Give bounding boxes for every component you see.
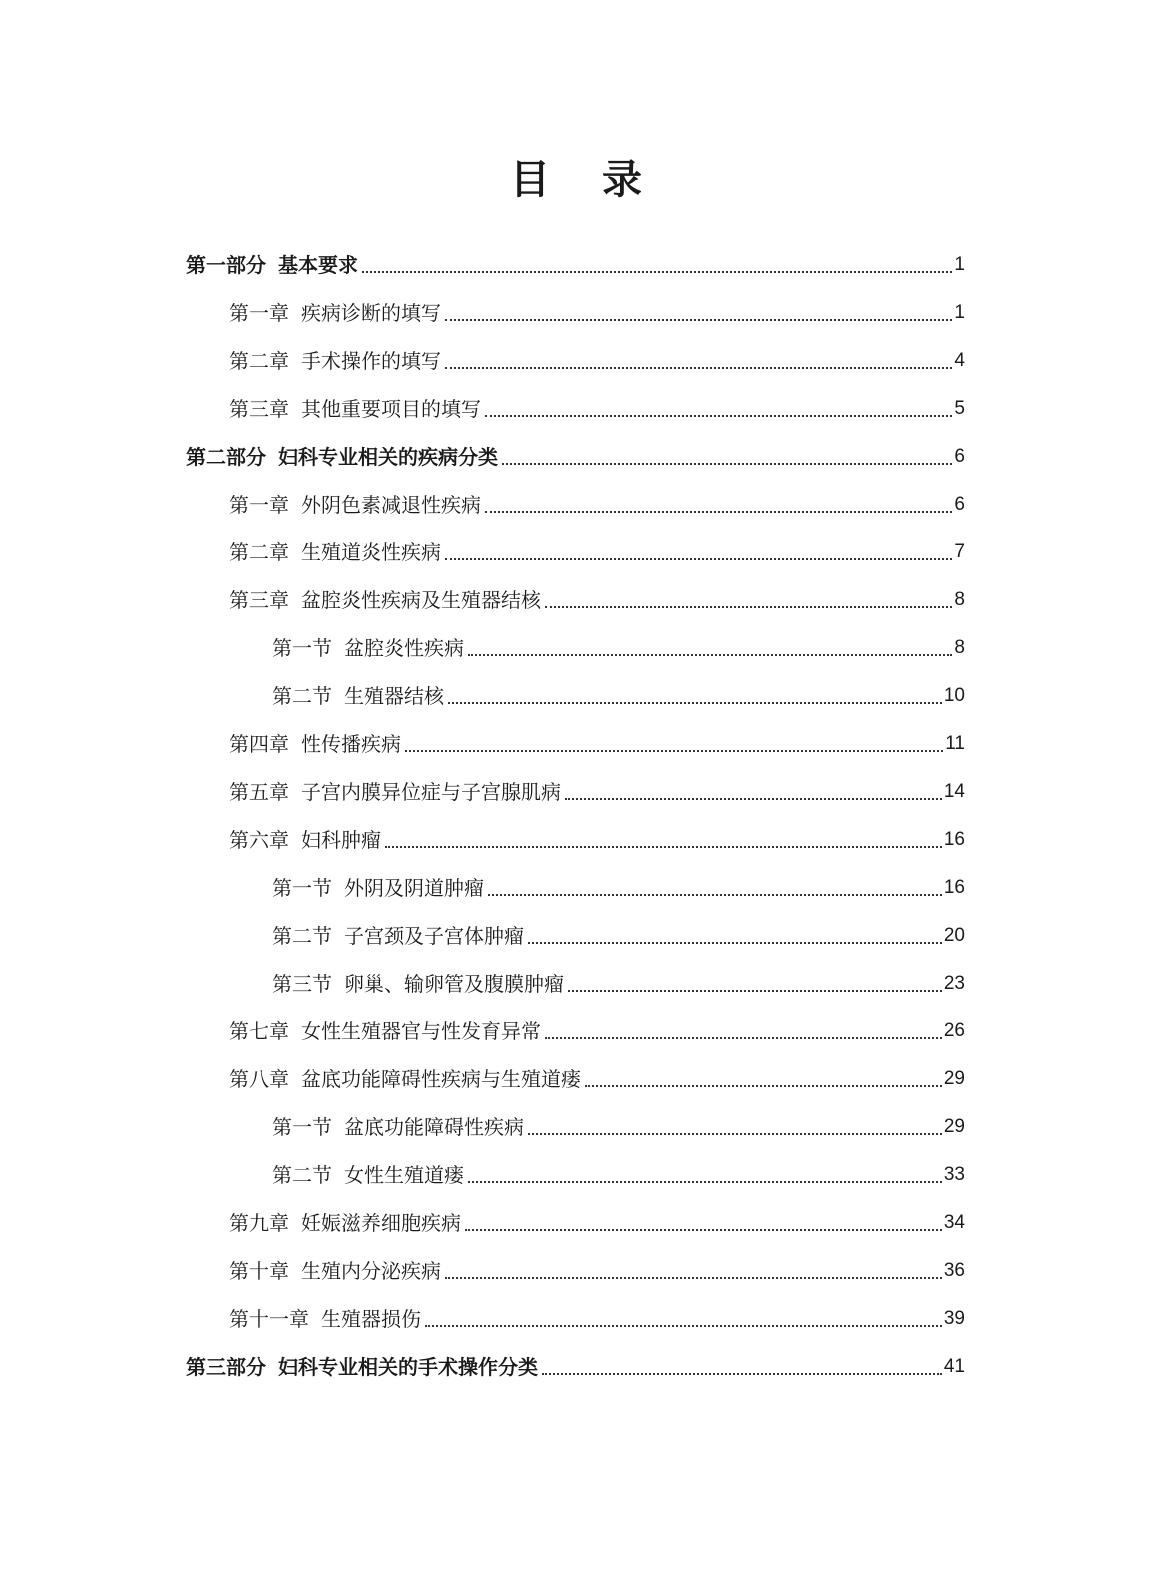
toc-dot-leader (528, 1133, 942, 1135)
toc-entry-label: 子宫颈及子宫体肿瘤 (344, 923, 524, 948)
toc-entry-number: 第一节 (272, 636, 332, 661)
toc-entry-label: 盆底功能障碍性疾病与生殖道瘘 (301, 1067, 581, 1092)
toc-section-entry[interactable] (272, 629, 965, 663)
toc-dot-leader (565, 798, 942, 800)
toc-entry-label: 生殖内分泌疾病 (301, 1258, 441, 1283)
toc-dot-leader (545, 606, 952, 608)
toc-chapter-entry[interactable] (229, 1252, 965, 1286)
toc-page-number: 10 (943, 685, 965, 707)
toc-dot-leader (448, 702, 942, 704)
toc-entry-label: 其他重要项目的填写 (301, 396, 481, 421)
toc-dot-leader (445, 319, 952, 321)
toc-entry-label: 生殖器损伤 (321, 1306, 421, 1331)
toc-page-number: 6 (954, 445, 965, 467)
toc-chapter-entry[interactable] (229, 533, 965, 567)
toc-entry-number: 第二部分 (186, 444, 266, 469)
toc-dot-leader (585, 1085, 942, 1087)
toc-chapter-entry[interactable] (229, 294, 965, 328)
toc-entry-number: 第十一章 (229, 1306, 309, 1331)
toc-entry-label: 盆腔炎性疾病 (344, 636, 464, 661)
toc-part-entry[interactable] (186, 1348, 965, 1382)
toc-entry-label: 生殖道炎性疾病 (301, 540, 441, 565)
toc-entry-number: 第一节 (272, 1115, 332, 1140)
toc-dot-leader (485, 415, 952, 417)
toc-entry-number: 第三章 (229, 396, 289, 421)
toc-page-number: 16 (943, 828, 965, 850)
toc-page-number: 8 (954, 637, 965, 659)
toc-dot-leader (488, 894, 942, 896)
toc-dot-leader (542, 1373, 942, 1375)
toc-entry-number: 第二章 (229, 540, 289, 565)
toc-entry-label: 妇科专业相关的手术操作分类 (278, 1354, 538, 1379)
toc-entry-number: 第九章 (229, 1211, 289, 1235)
toc-entry-number: 第二节 (272, 1163, 332, 1188)
toc-page-number: 29 (943, 1116, 965, 1138)
toc-entry-label: 子宫内膜异位症与子宫腺肌病 (301, 779, 561, 804)
toc-entry-label: 外阴及阴道肿瘤 (344, 875, 484, 900)
toc-page-number: 26 (943, 1020, 965, 1042)
toc-page-number: 4 (954, 349, 965, 371)
toc-dot-leader (445, 1277, 942, 1279)
toc-entry-number: 第一部分 (186, 253, 266, 277)
toc-entry-number: 第十章 (229, 1258, 289, 1283)
toc-chapter-entry[interactable] (229, 773, 965, 807)
toc-dot-leader (445, 367, 952, 369)
toc-section-entry[interactable] (272, 917, 965, 951)
toc-entry-label: 妊娠滋养细胞疾病 (301, 1211, 461, 1235)
toc-dot-leader (545, 1037, 942, 1039)
toc-page-number: 34 (943, 1212, 965, 1233)
toc-page-number: 23 (943, 972, 965, 994)
toc-entry-label: 盆底功能障碍性疾病 (344, 1115, 524, 1140)
page-title (0, 150, 1152, 210)
toc-dot-leader (445, 558, 952, 560)
toc-chapter-entry[interactable] (229, 342, 965, 376)
toc-page-number: 33 (943, 1164, 965, 1186)
toc-section-entry[interactable] (272, 1156, 965, 1190)
toc-entry-number: 第七章 (229, 1019, 289, 1044)
toc-entry-number: 第三章 (229, 588, 289, 613)
toc-page-number: 6 (954, 493, 965, 515)
toc-dot-leader (385, 846, 942, 848)
toc-dot-leader (568, 990, 942, 992)
toc-page-number: 39 (943, 1307, 965, 1329)
toc-entry-number: 第二章 (229, 348, 289, 373)
toc-entry-label: 女性生殖道瘘 (344, 1163, 464, 1188)
toc-chapter-entry[interactable] (229, 1060, 965, 1094)
toc-page-number: 5 (954, 397, 965, 419)
toc-entry-label: 女性生殖器官与性发育异常 (301, 1019, 541, 1044)
page-title-char-1: 目 (510, 157, 550, 203)
toc-page-number: 36 (943, 1259, 965, 1281)
toc-entry-number: 第八章 (229, 1067, 289, 1092)
toc-page-number: 8 (954, 589, 965, 611)
toc-section-entry[interactable] (272, 1108, 965, 1142)
toc-dot-leader (468, 1181, 942, 1183)
toc-dot-leader (485, 511, 952, 513)
toc-page-number: 1 (954, 301, 965, 323)
toc-entry-number: 第一节 (272, 875, 332, 900)
toc-dot-leader (362, 271, 952, 273)
toc-dot-leader (502, 463, 952, 465)
toc-dot-leader (465, 1229, 942, 1231)
toc-dot-leader (425, 1325, 942, 1327)
toc-entry-number: 第二节 (272, 923, 332, 948)
toc-chapter-entry[interactable] (229, 821, 965, 855)
toc-entry-number: 第六章 (229, 827, 289, 852)
toc-page-number: 20 (943, 924, 965, 946)
toc-entry-number: 第三节 (272, 971, 332, 996)
toc-chapter-entry[interactable] (229, 1300, 965, 1334)
page-title-char-2: 录 (602, 157, 642, 203)
toc-entry-number: 第一章 (229, 300, 289, 325)
toc-section-entry[interactable] (272, 965, 965, 999)
toc-entry-number: 第一章 (229, 492, 289, 517)
toc-entry-label: 性传播疾病 (301, 732, 401, 756)
toc-entry-label: 卵巢、输卵管及腹膜肿瘤 (344, 971, 564, 996)
toc-dot-leader (468, 654, 952, 656)
toc-entry-label: 盆腔炎性疾病及生殖器结核 (301, 588, 541, 613)
toc-entry-number: 第三部分 (186, 1354, 266, 1379)
toc-section-entry[interactable] (272, 869, 965, 903)
toc-page-number: 11 (945, 733, 965, 754)
toc-chapter-entry[interactable] (229, 486, 965, 520)
toc-page-number: 41 (943, 1355, 965, 1377)
toc-entry-label: 基本要求 (278, 253, 358, 277)
toc-page-number: 1 (954, 254, 965, 275)
toc-part-entry[interactable] (186, 246, 965, 280)
toc-page-number: 14 (943, 780, 965, 802)
toc-chapter-entry[interactable] (229, 1204, 965, 1238)
toc-dot-leader (528, 942, 942, 944)
toc-chapter-entry[interactable] (229, 581, 965, 615)
toc-page-number: 16 (943, 876, 965, 898)
toc-chapter-entry[interactable] (229, 390, 965, 424)
toc-entry-label: 生殖器结核 (344, 684, 444, 709)
toc-entry-label: 外阴色素减退性疾病 (301, 492, 481, 517)
toc-entry-number: 第二节 (272, 684, 332, 709)
toc-chapter-entry[interactable] (229, 1012, 965, 1046)
toc-entry-label: 疾病诊断的填写 (301, 300, 441, 325)
toc-entry-label: 妇科专业相关的疾病分类 (278, 444, 498, 469)
toc-chapter-entry[interactable] (229, 725, 965, 759)
toc-entry-number: 第四章 (229, 732, 289, 756)
toc-page-number: 7 (954, 541, 965, 563)
toc-page-number: 29 (943, 1068, 965, 1090)
toc-dot-leader (405, 750, 943, 752)
toc-entry-label: 手术操作的填写 (301, 348, 441, 373)
toc-section-entry[interactable] (272, 677, 965, 711)
toc-entry-label: 妇科肿瘤 (301, 827, 381, 852)
toc-entry-number: 第五章 (229, 779, 289, 804)
toc-part-entry[interactable] (186, 438, 965, 472)
